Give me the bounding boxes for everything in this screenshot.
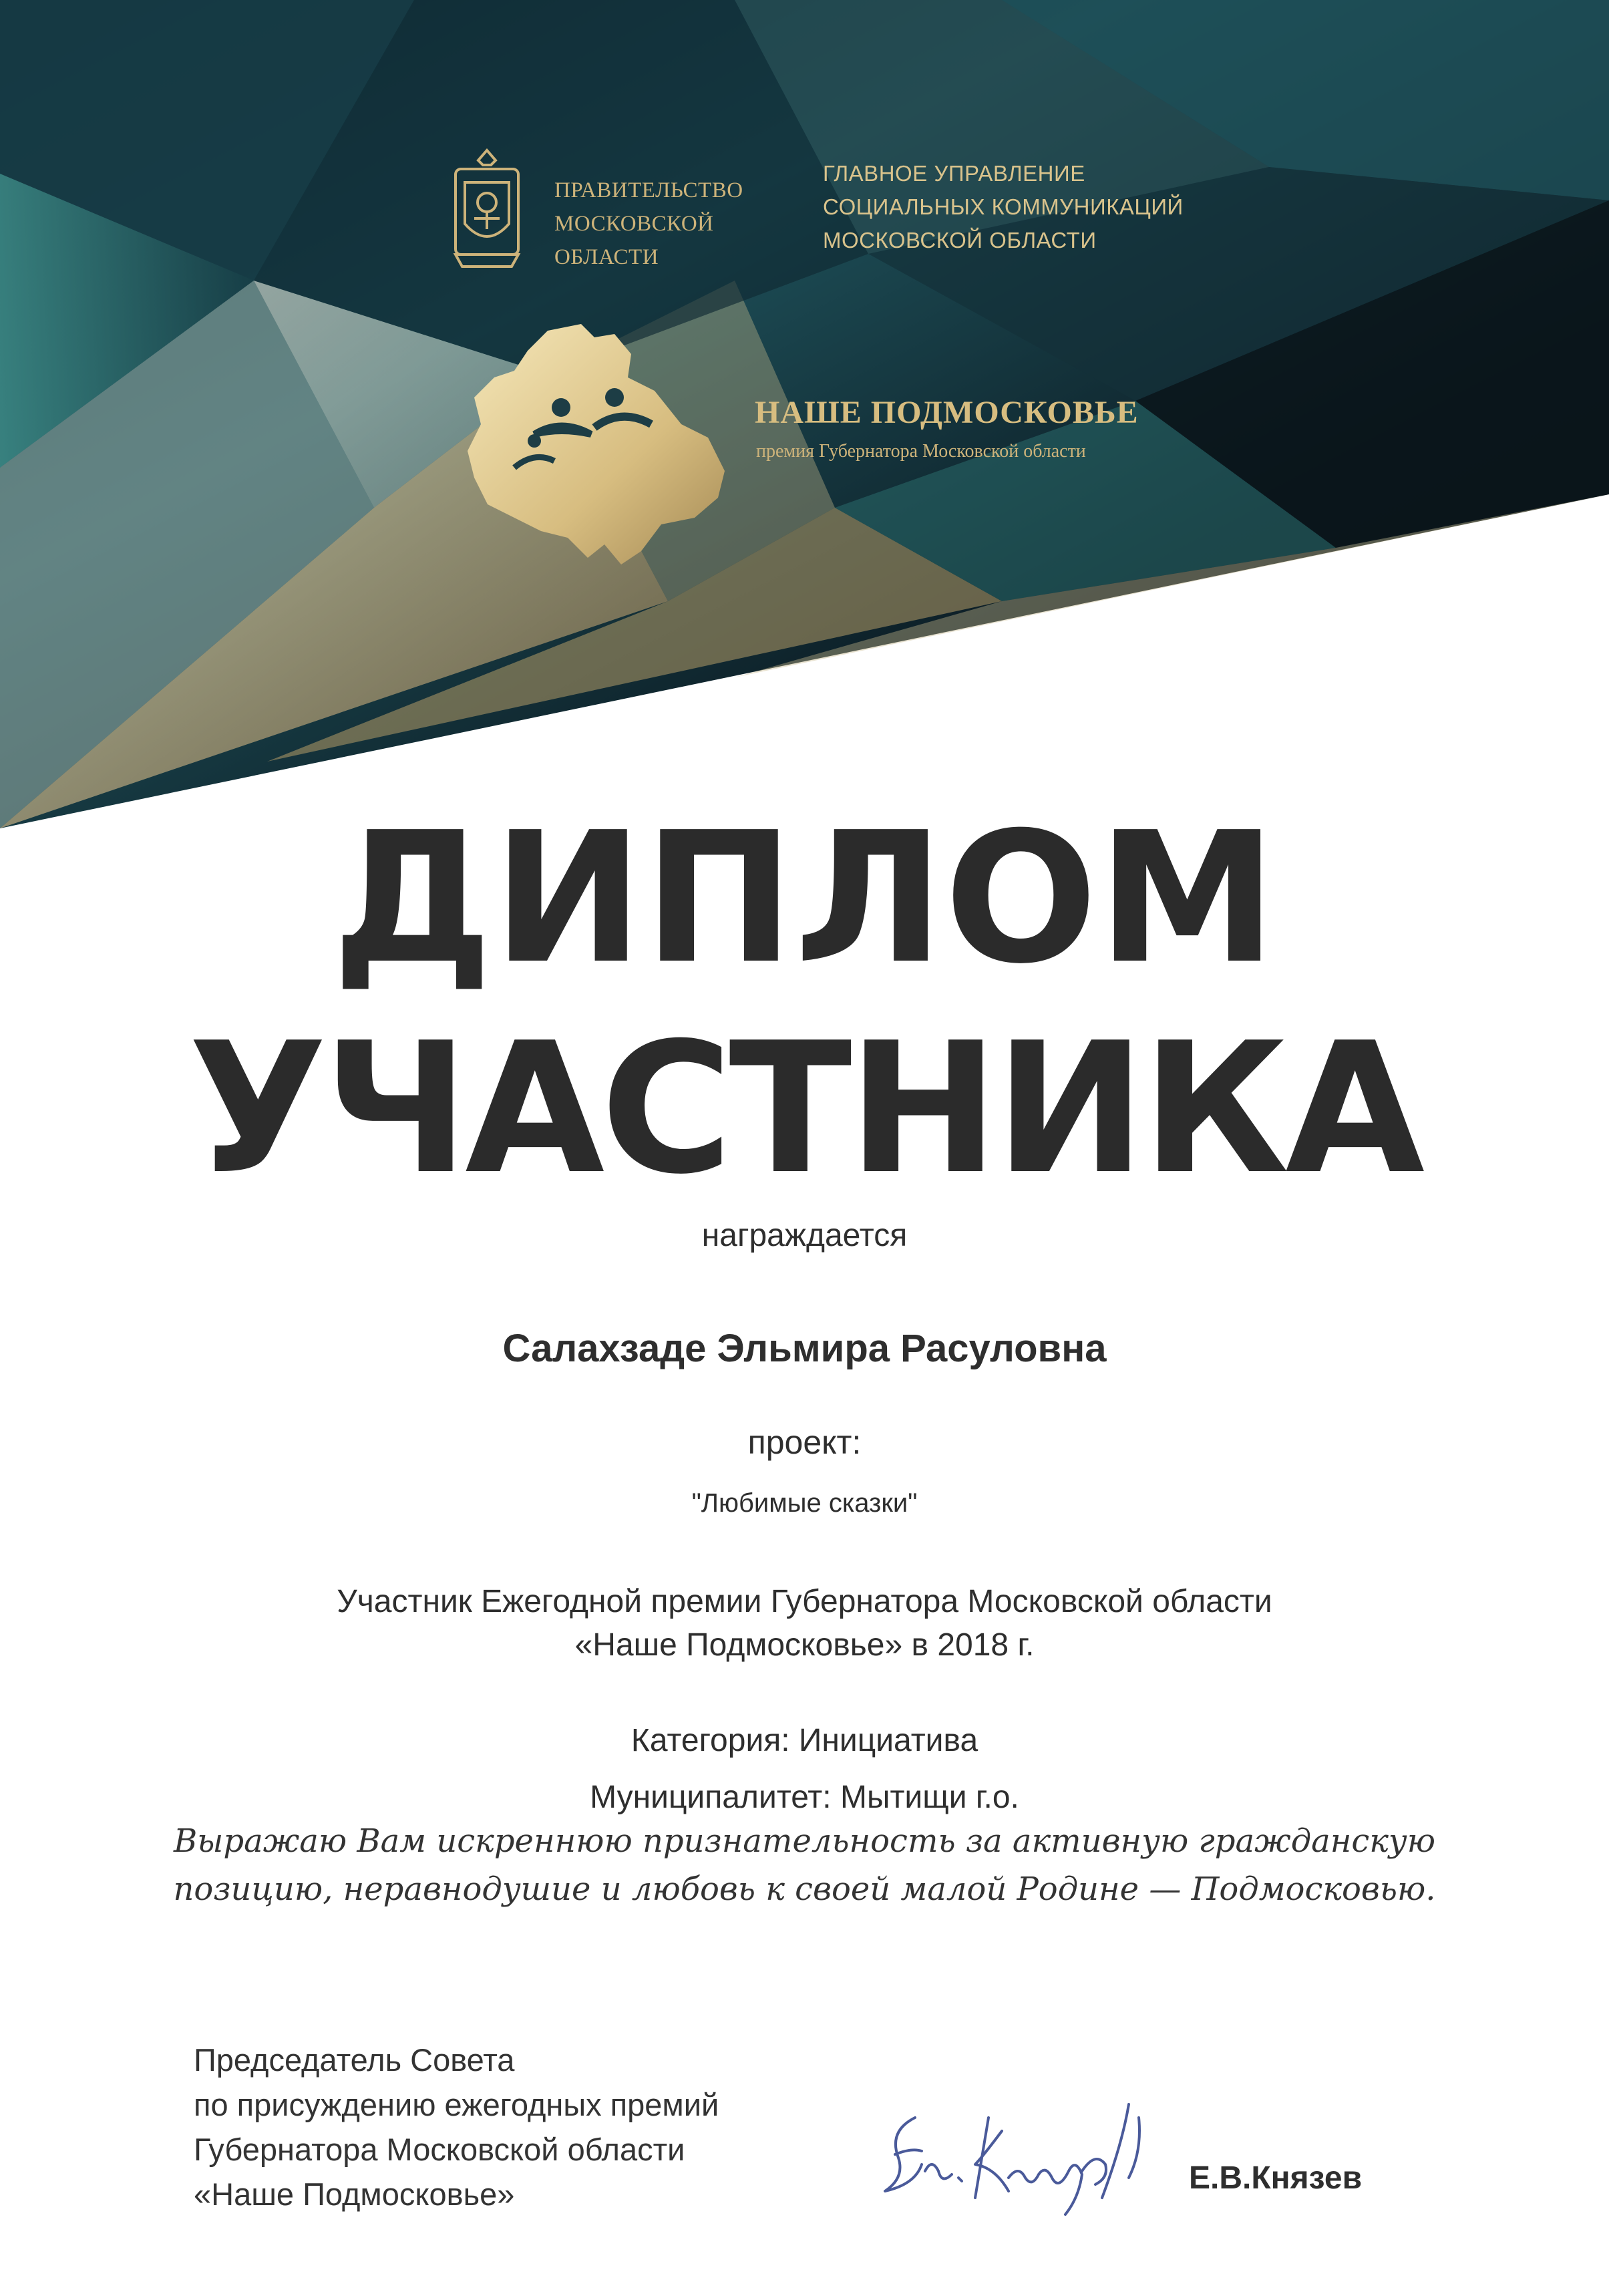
gratitude-line-1: Выражаю Вам искреннюю признательность за активную гражданскую <box>174 1822 1435 1860</box>
category-line: Категория: Инициатива <box>631 1723 978 1758</box>
moscow-region-coat-of-arms-icon <box>448 144 526 271</box>
moscow-region-map-with-figures-icon <box>461 317 728 571</box>
government-line: МОСКОВСКОЙ <box>554 212 714 236</box>
chairman-title-line: «Наше Подмосковье» <box>194 2176 515 2212</box>
government-name <box>554 174 775 274</box>
chairman-title-line: по присуждению ежегодных премий <box>194 2087 719 2122</box>
signer-name: Е.В.Князев <box>1189 2160 1363 2196</box>
municipality-line: Муниципалитет: Мытищи г.о. <box>590 1780 1019 1815</box>
project-label: проект: <box>747 1424 862 1461</box>
chairman-title-line: Председатель Совета <box>194 2042 515 2078</box>
award-subtitle: премия Губернатора Московской области <box>756 441 1086 462</box>
diploma-title-line-1: ДИПЛОМ <box>332 793 1277 1003</box>
project-name: "Любимые сказки" <box>691 1488 918 1518</box>
government-block <box>448 144 768 277</box>
awarded-label: награждается <box>701 1218 908 1253</box>
participant-line-2: «Наше Подмосковье» в 2018 г. <box>574 1627 1035 1663</box>
handwritten-signature <box>875 2091 1169 2225</box>
diploma-title-line-2: УЧАСТНИКА <box>188 1003 1421 1214</box>
government-line: ОБЛАСТИ <box>554 245 659 269</box>
department-line: ГЛАВНОЕ УПРАВЛЕНИЕ <box>823 161 1085 186</box>
chairman-title <box>194 2037 719 2217</box>
participant-line-1: Участник Ежегодной премии Губернатора Московской области <box>337 1584 1272 1619</box>
department-name <box>823 157 1237 257</box>
recipient-name: Салахзаде Эльмира Расуловна <box>502 1327 1107 1370</box>
chairman-title-line: Губернатора Московской области <box>194 2132 685 2167</box>
department-line: МОСКОВСКОЙ ОБЛАСТИ <box>823 228 1097 253</box>
department-line: СОЦИАЛЬНЫХ КОММУНИКАЦИЙ <box>823 194 1184 219</box>
government-line: ПРАВИТЕЛЬСТВО <box>554 178 743 202</box>
award-title: НАШЕ ПОДМОСКОВЬЕ <box>755 395 1139 430</box>
gratitude-line-2: позицию, неравнодушие и любовь к своей малой Родине — Подмосковью. <box>173 1870 1436 1908</box>
